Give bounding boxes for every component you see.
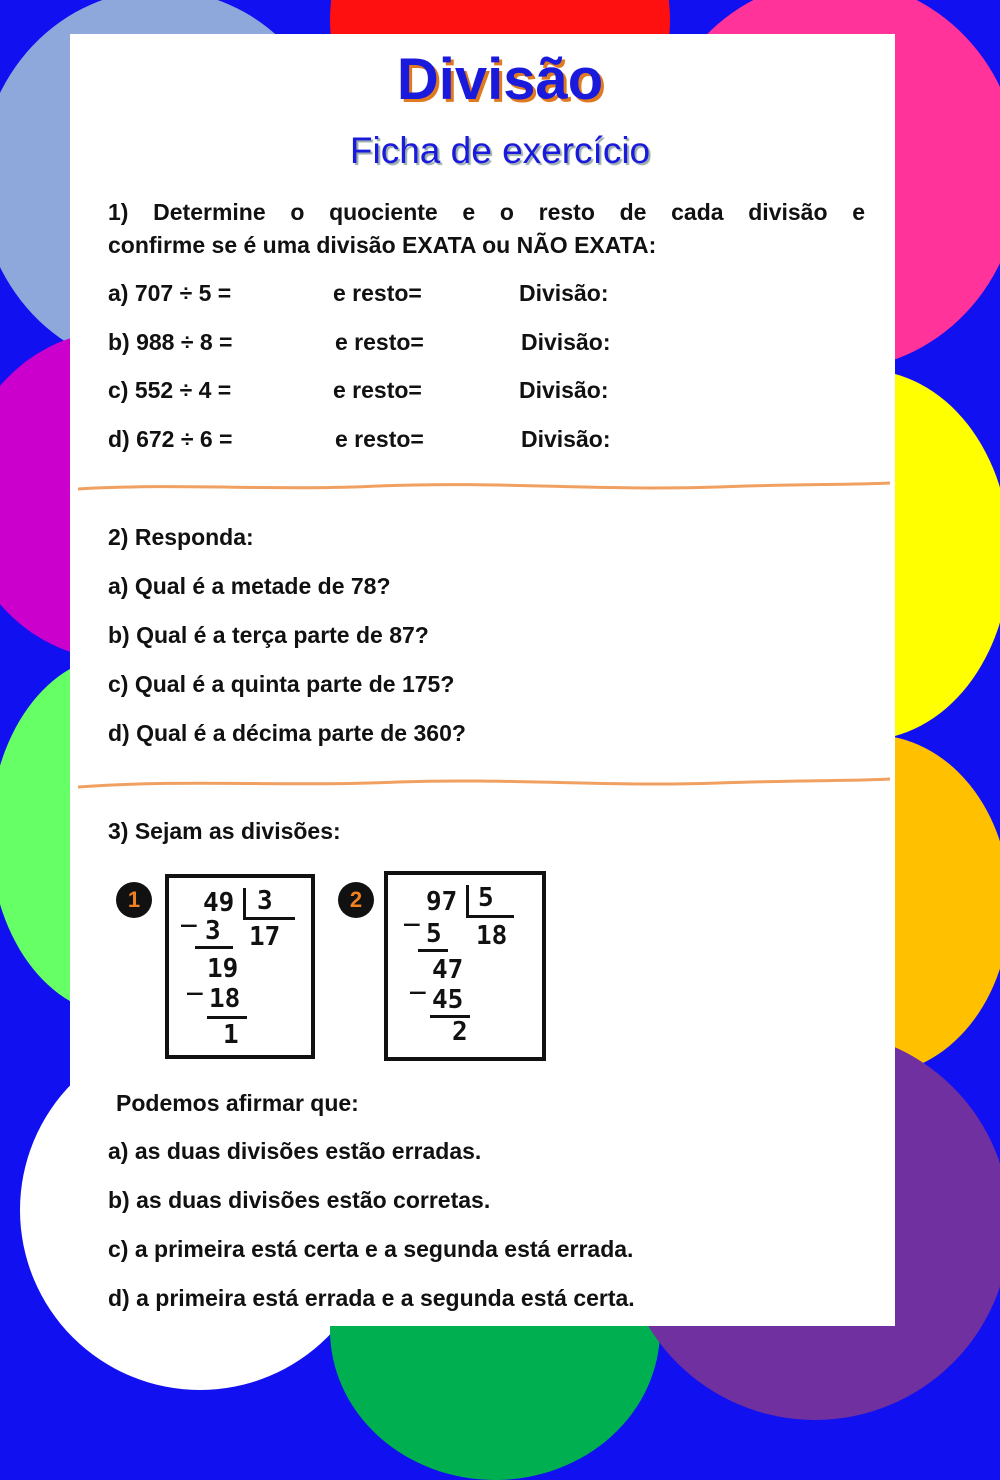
division-1-quotient: 17: [249, 922, 281, 952]
division-2-line-1: [418, 949, 448, 952]
q1-item-b-rest: e resto=: [335, 329, 424, 355]
division-2-minus-1: _: [404, 897, 420, 927]
q1-item-d-rest: e resto=: [335, 426, 424, 452]
q1-item-a-expr: a) 707 ÷ 5 =: [108, 280, 232, 306]
division-2-divisor: 5: [478, 883, 494, 913]
q2-item-c: c) Qual é a quinta parte de 175?: [108, 671, 455, 697]
division-2-sub1: 5: [426, 919, 442, 949]
division-2-partial: 47: [432, 955, 464, 985]
q1-item-a-type: Divisão:: [519, 280, 609, 306]
q1-item-b-type: Divisão:: [521, 329, 611, 355]
division-2-dividend: 97: [426, 887, 458, 917]
division-2-badge: 2: [338, 882, 374, 918]
q1-item-c-rest: e resto=: [333, 377, 422, 403]
q2-item-a: a) Qual é a metade de 78?: [108, 573, 391, 599]
division-1-minus-1: _: [181, 898, 197, 928]
q3-option-d: d) a primeira está errada e a segunda está certa.: [108, 1285, 635, 1311]
q3-option-a: a) as duas divisões estão erradas.: [108, 1138, 482, 1164]
division-1-sub2: 18: [209, 984, 241, 1014]
division-1-remainder: 1: [223, 1020, 239, 1050]
division-1-line-1: [195, 946, 233, 949]
q1-item-c-type: Divisão:: [519, 377, 609, 403]
q1-instruction-line2: confirme se é uma divisão EXATA ou NÃO EXATA:: [108, 232, 657, 258]
division-1-dividend: 49: [203, 888, 235, 918]
q3-statement: Podemos afirmar que:: [116, 1090, 359, 1116]
division-1-bracket-horizontal: [243, 917, 295, 920]
division-2-remainder: 2: [452, 1017, 468, 1047]
division-1-line-2: [207, 1016, 247, 1019]
q3-heading: 3) Sejam as divisões:: [108, 818, 341, 844]
q1-instruction-line1: 1) Determine o quociente e o resto de cada divisão e: [108, 199, 865, 225]
q1-item-c-expr: c) 552 ÷ 4 =: [108, 377, 232, 403]
q3-option-c: c) a primeira está certa e a segunda está errada.: [108, 1236, 634, 1262]
page-subtitle: Ficha de exercício: [349, 130, 651, 171]
division-2-box: [384, 871, 546, 1061]
q1-instruction: [108, 196, 865, 262]
q1-item-d-type: Divisão:: [521, 426, 611, 452]
section-divider-2: [78, 773, 890, 793]
q2-item-b: b) Qual é a terça parte de 87?: [108, 622, 429, 648]
division-1-sub1: 3: [205, 916, 221, 946]
division-1-badge: 1: [116, 882, 152, 918]
division-2-sub2: 45: [432, 985, 464, 1015]
division-1-bracket-vertical: [243, 888, 246, 918]
division-2-bracket-horizontal: [466, 915, 514, 918]
page-title: Divisão: [396, 47, 604, 112]
section-divider-1: [78, 477, 890, 497]
division-1-minus-2: _: [187, 966, 203, 996]
q2-item-d: d) Qual é a décima parte de 360?: [108, 720, 466, 746]
q1-item-d-expr: d) 672 ÷ 6 =: [108, 426, 233, 452]
q1-item-a-rest: e resto=: [333, 280, 422, 306]
division-1-divisor: 3: [257, 886, 273, 916]
division-2-quotient: 18: [476, 921, 508, 951]
q3-option-b: b) as duas divisões estão corretas.: [108, 1187, 491, 1213]
q2-heading: 2) Responda:: [108, 524, 254, 550]
division-2-bracket-vertical: [466, 885, 469, 917]
division-1-partial: 19: [207, 954, 239, 984]
division-2-minus-2: _: [410, 965, 426, 995]
q1-item-b-expr: b) 988 ÷ 8 =: [108, 329, 233, 355]
division-1-box: [165, 874, 315, 1059]
